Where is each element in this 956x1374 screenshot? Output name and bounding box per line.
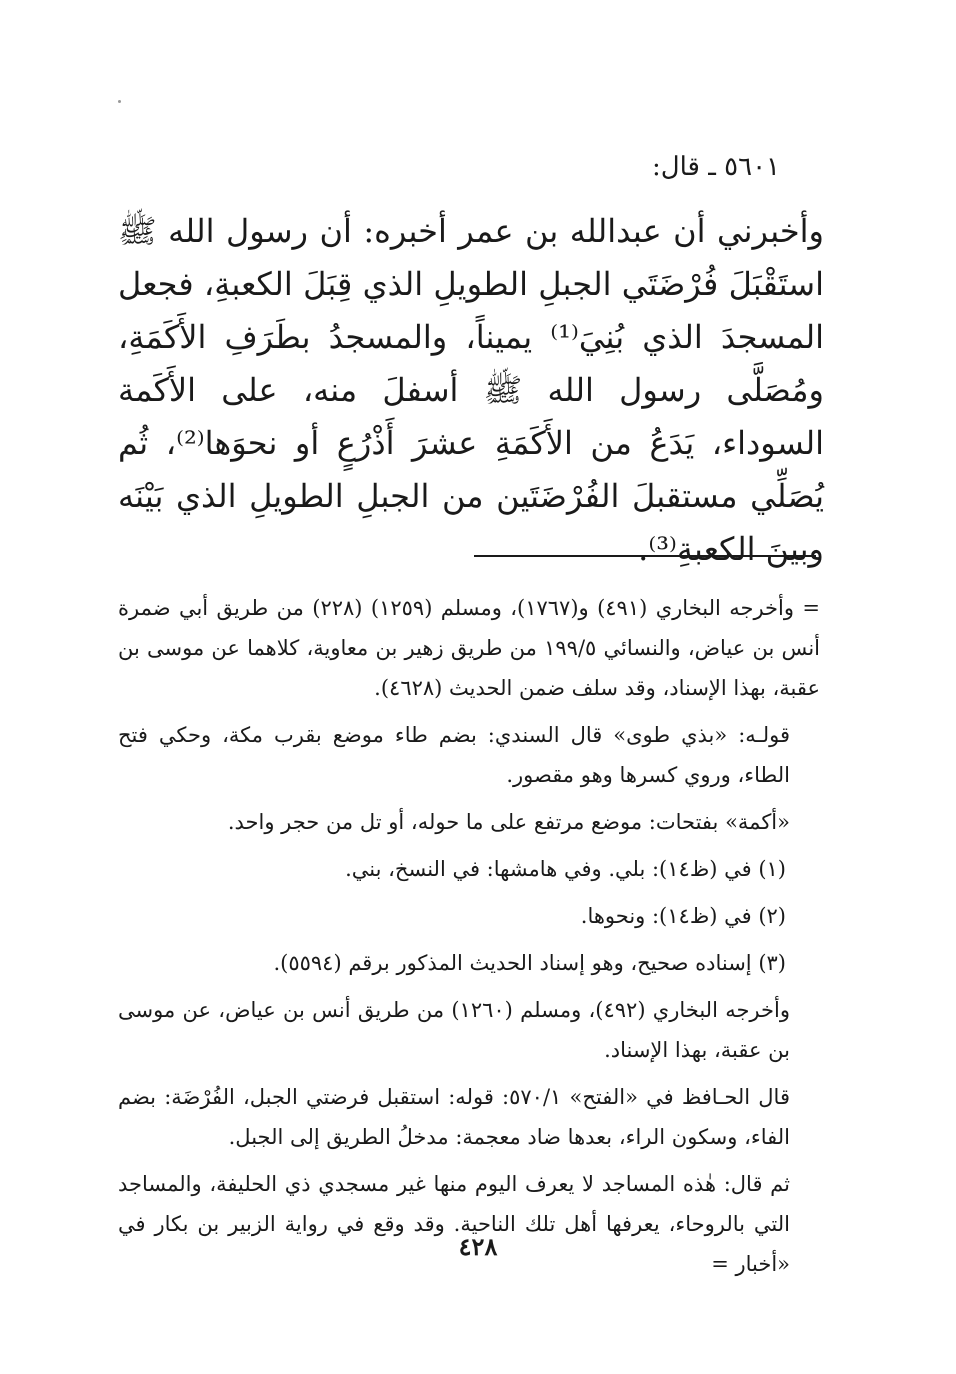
footnote-paragraph: وأخرجه البخاري (٤٩٢)، ومسلم (١٢٦٠) من طريق أنس بن عياض، عن موسى بن عقبة، بهذا الإسناد. [118, 998, 790, 1062]
footnote-paragraph: (٣) إسناده صحيح، وهو إسناد الحديث المذكور برقم (٥٥٩٤). [273, 951, 786, 975]
footnotes [118, 588, 820, 1291]
footnote-paragraph: قال الحـافظ في «الفتح» ٥٧٠/١: قوله: استقبل فرضتي الجبل، الفُرْضَة: بضم الفاء، وسكون الراء، بعدها ضاد معجمة: مدخلُ الطريق إلى الجبل. [118, 1085, 790, 1149]
hadith-paragraph: وأخبرني أن عبدالله بن عمر أخبره: أن رسول الله ﷺ استَقْبَلَ فُرْضَتَي الجبلِ الطويلِ الذي قِبَلَ الكعبةِ، فجعل المسجدَ الذي بُنِيَ⁽¹⁾ يميناً، والمسجدُ بطَرَفِ الأَكَمَةِ، ومُصَلَّى رسول الله ﷺ أسفلَ منه، على الأَكَمة السوداء، يَدَعُ من الأَكَمَةِ عشرَ أَذْرُعٍ أو نحوَها⁽²⁾، ثُم يُصَلِّي مستقبلَ الفُرْضَتَين من الجبلِ الطويلِ الذي بَيْنَه وبينَ الكعبةِ⁽³⁾. [118, 212, 825, 568]
footnote-separator [474, 555, 816, 557]
footnote-paragraph: ثم قال: هٰذه المساجد لا يعرف اليوم منها غير مسجدي ذي الحليفة، والمساجد التي بالروحاء، يعرفها أهل تلك الناحية. وقد وقع في رواية الزبير بن بكار في «أخبار = [118, 1172, 790, 1276]
footnote-paragraph: = وأخرجه البخاري (٤٩١) و(١٧٦٧)، ومسلم (١٢٥٩) (٢٢٨) من طريق أبي ضمرة أنس بن عياض، والنسائي ١٩٩/٥ من طريق زهير بن معاوية، كلاهما عن موسى بن عقبة، بهذا الإسناد، وقد سلف ضمن الحديث (٤٦٢٨). [118, 596, 820, 700]
hadith-text [118, 205, 824, 576]
footnote-paragraph: «أكمة» بفتحات: موضع مرتفع على ما حوله، أو تل من حجر واحد. [227, 810, 790, 834]
scan-speck [118, 100, 121, 103]
footnote-paragraph: (٢) في (ظ١٤): ونحوها. [580, 904, 786, 928]
footnote-paragraph: قولـه: «بذي طوى» قال السندي: بضم طاء موضع بقرب مكة، وحكي فتح الطاء، وروي كسرها وهو مقصور. [118, 723, 790, 787]
page-number: ٤٢٨ [458, 1232, 498, 1261]
footnote-paragraph: (١) في (ظ١٤): بلي. وفي هامشها: في النسخ، بني. [345, 857, 786, 881]
hadith-number: ٥٦٠١ ـ قال: [651, 152, 780, 182]
